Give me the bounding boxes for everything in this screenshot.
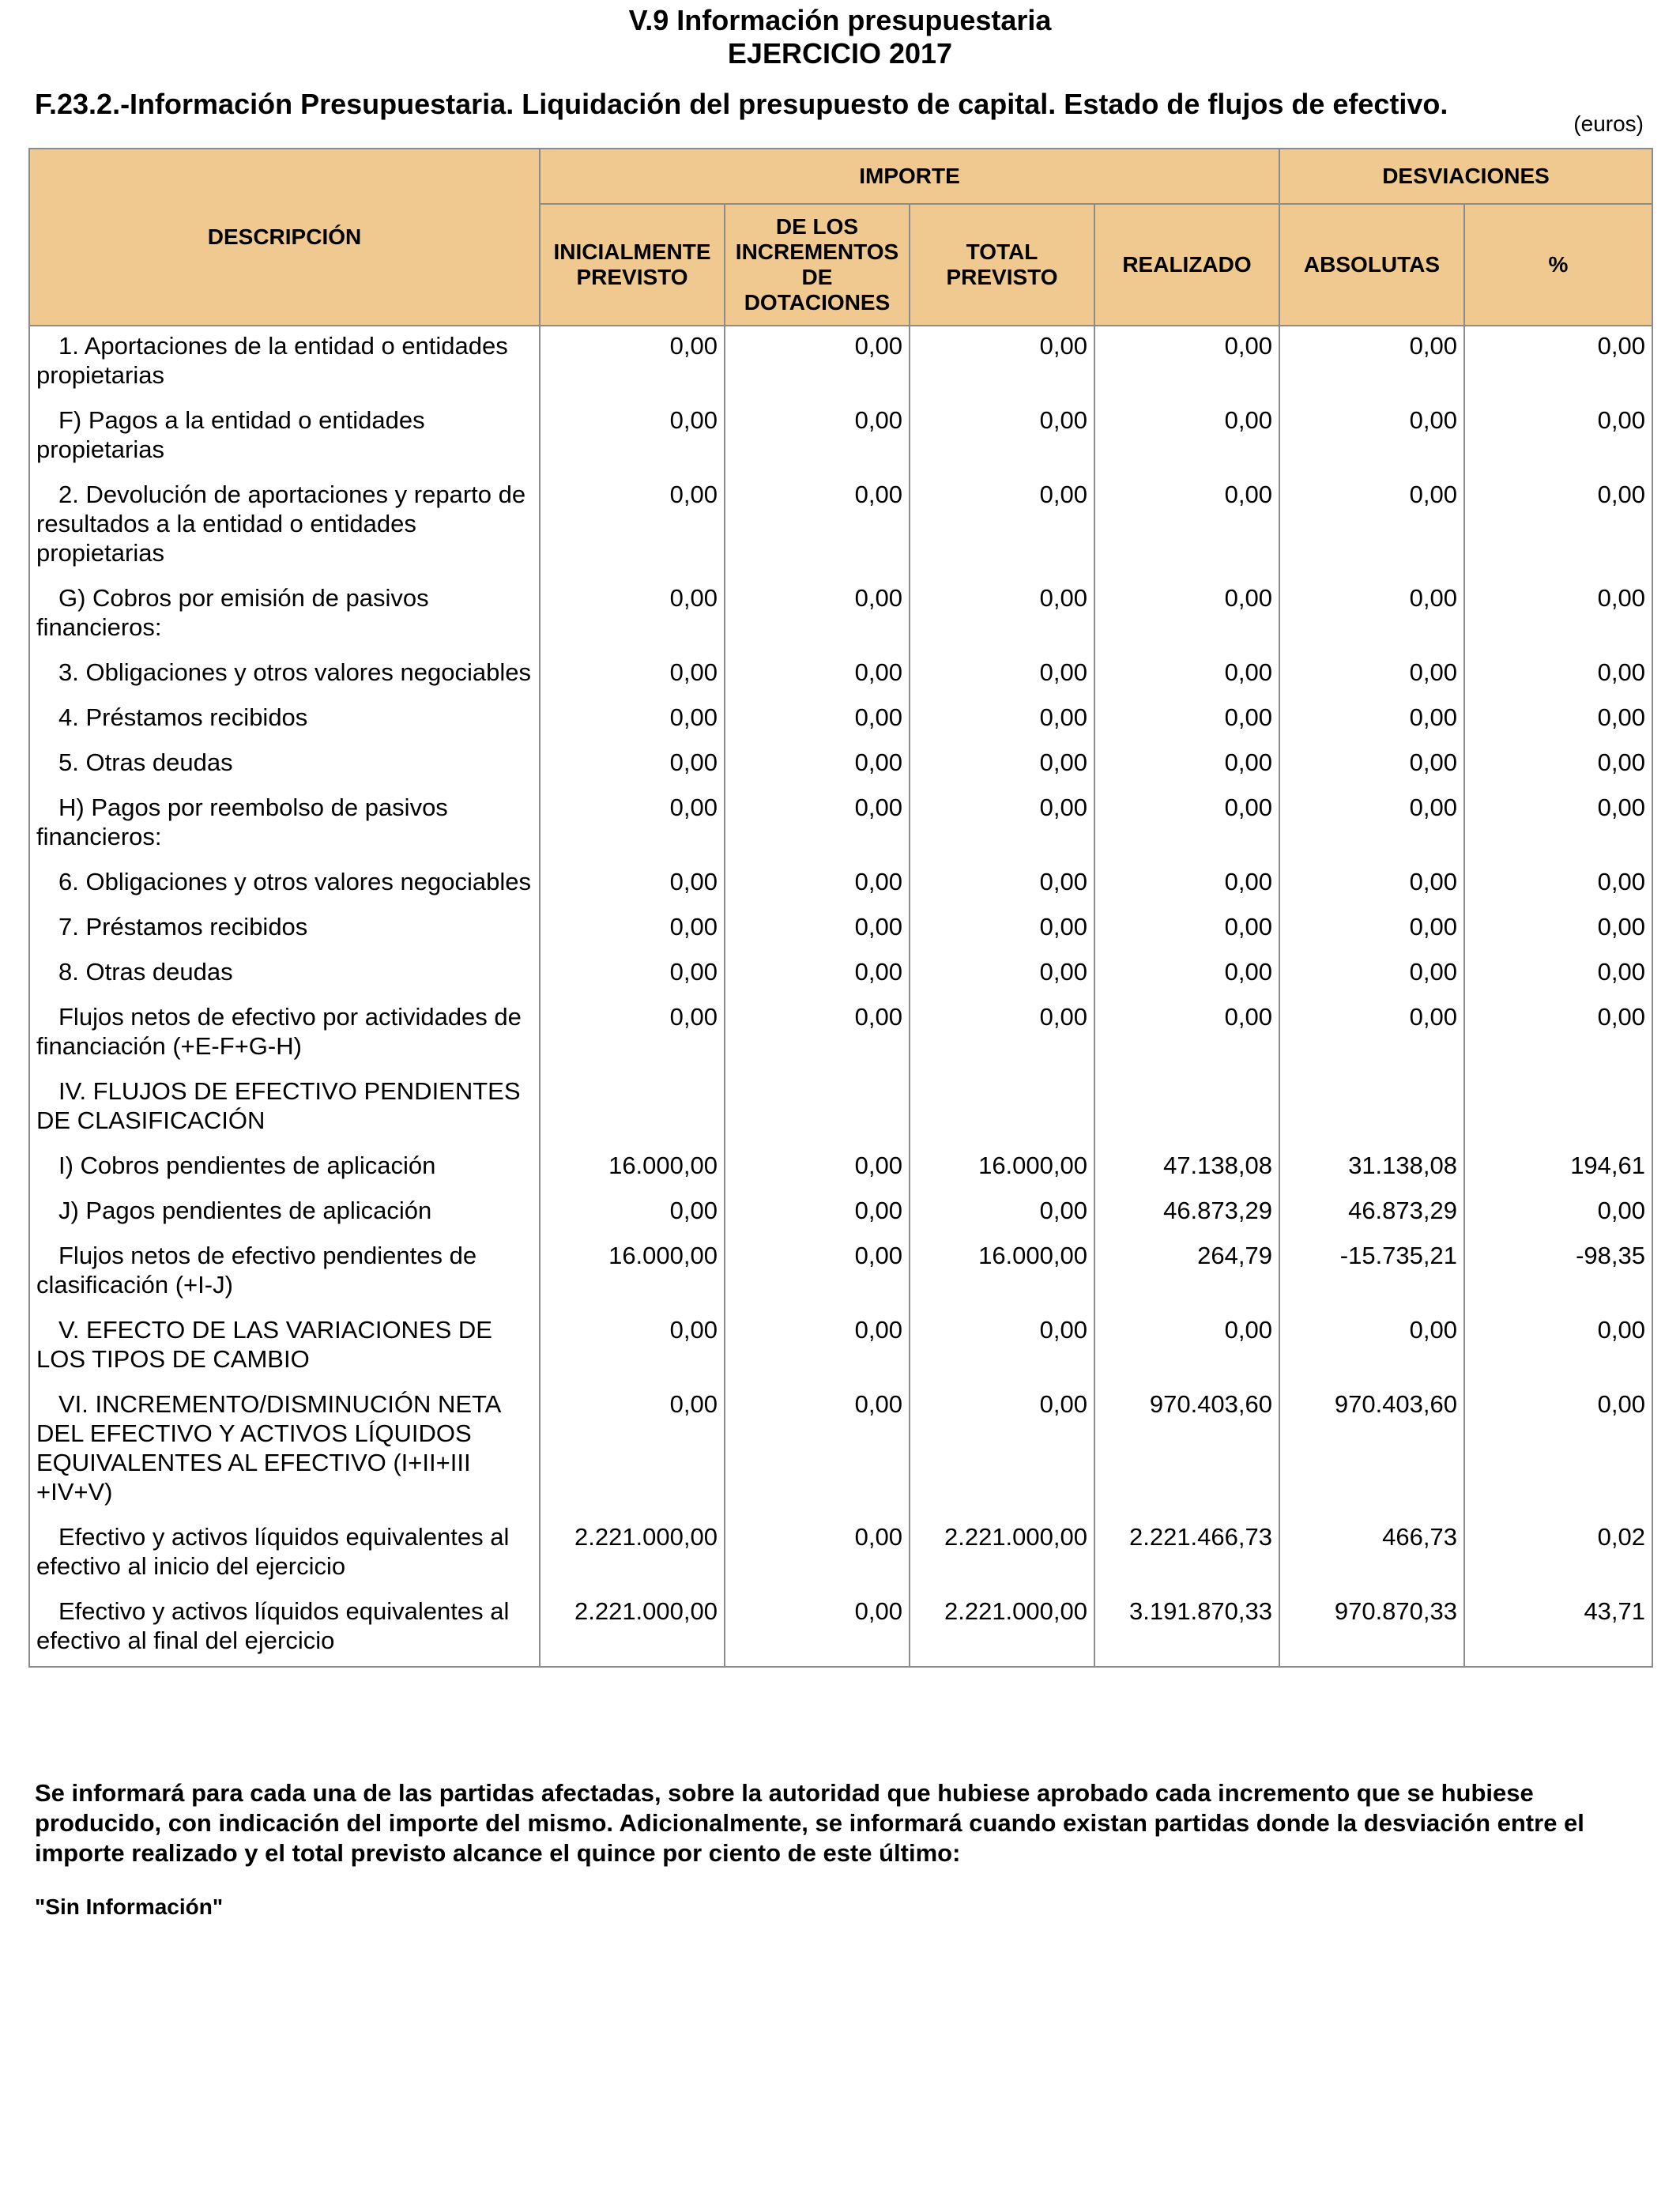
row-value: 0,00	[725, 1385, 910, 1517]
row-value: 47.138,08	[1094, 1146, 1279, 1191]
row-value: 0,00	[1279, 997, 1464, 1072]
table-row	[29, 1236, 1652, 1310]
row-value: 0,00	[540, 326, 725, 401]
row-value: 0,00	[910, 862, 1094, 907]
header-description: DESCRIPCIÓN	[29, 149, 540, 326]
row-value: 0,00	[725, 579, 910, 653]
row-description: V. EFECTO DE LAS VARIACIONES DE LOS TIPOS DE CAMBIO	[29, 1310, 540, 1385]
row-value: 2.221.000,00	[540, 1517, 725, 1592]
row-value: 0,00	[1094, 579, 1279, 653]
row-value: 0,00	[540, 653, 725, 698]
table-row	[29, 698, 1652, 743]
row-description: H) Pagos por reembolso de pasivos financieros:	[29, 788, 540, 862]
row-value: 0,00	[540, 862, 725, 907]
row-value: 0,00	[1464, 1310, 1652, 1385]
row-value: 0,00	[540, 1191, 725, 1236]
row-value: 0,00	[725, 1146, 910, 1191]
row-description: Efectivo y activos líquidos equivalentes al efectivo al inicio del ejercicio	[29, 1517, 540, 1592]
row-value: 0,00	[1094, 475, 1279, 579]
row-value: 0,00	[910, 1310, 1094, 1385]
section-title: V.9 Información presupuestaria	[628, 4, 1052, 36]
row-value: 0,00	[540, 907, 725, 952]
row-value: 0,00	[1094, 653, 1279, 698]
row-value: 0,00	[1279, 1310, 1464, 1385]
row-value: 0,00	[1279, 401, 1464, 475]
report-subtitle: F.23.2.-Información Presupuestaria. Liquidación del presupuesto de capital. Estado de flujos de efectivo.	[35, 88, 1448, 120]
row-value: 2.221.000,00	[910, 1592, 1094, 1667]
table-row	[29, 326, 1652, 401]
header-total-previsto: TOTAL PREVISTO	[910, 204, 1094, 326]
row-value: 16.000,00	[540, 1236, 725, 1310]
table-row	[29, 1072, 1652, 1146]
row-value: -15.735,21	[1279, 1236, 1464, 1310]
row-value: 0,00	[540, 997, 725, 1072]
row-value: 0,00	[1279, 653, 1464, 698]
row-value: 0,00	[1094, 743, 1279, 788]
row-description: Flujos netos de efectivo por actividades de financiación (+E-F+G-H)	[29, 997, 540, 1072]
row-value: 0,00	[725, 326, 910, 401]
row-value	[1094, 1072, 1279, 1146]
row-value: 0,00	[910, 653, 1094, 698]
row-value: 0,00	[910, 1385, 1094, 1517]
row-value: 0,00	[1464, 862, 1652, 907]
table-row	[29, 1146, 1652, 1191]
row-value: 0,00	[910, 475, 1094, 579]
row-value: 46.873,29	[1094, 1191, 1279, 1236]
row-value: 0,00	[725, 862, 910, 907]
row-value: 3.191.870,33	[1094, 1592, 1279, 1667]
row-value: 0,00	[1464, 1191, 1652, 1236]
row-value: 0,00	[540, 475, 725, 579]
table-row	[29, 1517, 1652, 1592]
header-group-desviaciones: DESVIACIONES	[1279, 149, 1652, 204]
row-description: Flujos netos de efectivo pendientes de clasificación (+I-J)	[29, 1236, 540, 1310]
row-value: 0,00	[1464, 653, 1652, 698]
table-row	[29, 952, 1652, 997]
row-value: 0,00	[1464, 475, 1652, 579]
row-description: 8. Otras deudas	[29, 952, 540, 997]
row-value: 0,00	[910, 788, 1094, 862]
row-value	[1279, 1072, 1464, 1146]
header-realizado: REALIZADO	[1094, 204, 1279, 326]
row-value: 0,00	[725, 698, 910, 743]
table-row	[29, 653, 1652, 698]
table-row	[29, 907, 1652, 952]
row-value: 0,00	[1279, 579, 1464, 653]
row-description: VI. INCREMENTO/DISMINUCIÓN NETA DEL EFECTIVO Y ACTIVOS LÍQUIDOS EQUIVALENTES AL EFECTIVO (I+II+III +IV+V)	[29, 1385, 540, 1517]
row-description: I) Cobros pendientes de aplicación	[29, 1146, 540, 1191]
row-value: 0,00	[1094, 862, 1279, 907]
row-value: 970.870,33	[1279, 1592, 1464, 1667]
row-value: 0,00	[725, 475, 910, 579]
table-row	[29, 401, 1652, 475]
header-incrementos-dotaciones: DE LOS INCREMENTOS DE DOTACIONES	[725, 204, 910, 326]
row-description: IV. FLUJOS DE EFECTIVO PENDIENTES DE CLASIFICACIÓN	[29, 1072, 540, 1146]
row-value: 0,00	[725, 997, 910, 1072]
table-body	[29, 326, 1652, 1667]
row-value: 0,00	[910, 401, 1094, 475]
table-row	[29, 862, 1652, 907]
row-value: 0,00	[1464, 401, 1652, 475]
row-value: 0,00	[540, 579, 725, 653]
row-value	[725, 1072, 910, 1146]
row-value: 0,00	[1279, 743, 1464, 788]
footer-note: Se informará para cada una de las partidas afectadas, sobre la autoridad que hubiese aprobado cada incremento que se hubiese producido, con indicación del importe del mismo. Adicionalmente, se informará cuando existan partidas donde la desviación entre el importe realizado y el total previsto alcance el quince por ciento de este último:	[35, 1779, 1584, 1867]
row-value: -98,35	[1464, 1236, 1652, 1310]
row-value: 31.138,08	[1279, 1146, 1464, 1191]
row-value: 970.403,60	[1094, 1385, 1279, 1517]
no-information-label: "Sin Información"	[35, 1894, 224, 1919]
row-value	[910, 1072, 1094, 1146]
row-value: 2.221.000,00	[910, 1517, 1094, 1592]
row-value: 0,00	[1279, 475, 1464, 579]
row-description: J) Pagos pendientes de aplicación	[29, 1191, 540, 1236]
row-value: 0,00	[725, 1191, 910, 1236]
row-description: G) Cobros por emisión de pasivos financieros:	[29, 579, 540, 653]
row-value: 0,00	[910, 579, 1094, 653]
row-value: 0,00	[1094, 952, 1279, 997]
header-percent: %	[1464, 204, 1652, 326]
row-value: 0,00	[910, 997, 1094, 1072]
row-value: 0,00	[1464, 952, 1652, 997]
row-value: 466,73	[1279, 1517, 1464, 1592]
row-description: F) Pagos a la entidad o entidades propietarias	[29, 401, 540, 475]
row-value: 0,00	[910, 907, 1094, 952]
row-value: 16.000,00	[540, 1146, 725, 1191]
row-value: 0,00	[1094, 1310, 1279, 1385]
row-value: 264,79	[1094, 1236, 1279, 1310]
row-value: 0,00	[540, 743, 725, 788]
row-description: 7. Préstamos recibidos	[29, 907, 540, 952]
row-value: 0,00	[540, 1310, 725, 1385]
row-value: 0,00	[725, 743, 910, 788]
row-value: 194,61	[1464, 1146, 1652, 1191]
row-value: 46.873,29	[1279, 1191, 1464, 1236]
row-value: 0,00	[1464, 1385, 1652, 1517]
row-value: 0,00	[540, 1385, 725, 1517]
row-value: 16.000,00	[910, 1146, 1094, 1191]
row-value	[1464, 1072, 1652, 1146]
row-value: 0,00	[540, 788, 725, 862]
table-row	[29, 1385, 1652, 1517]
row-value: 0,00	[1464, 326, 1652, 401]
row-value: 0,00	[1464, 997, 1652, 1072]
year-title: EJERCICIO 2017	[727, 37, 953, 70]
row-value: 0,00	[1464, 907, 1652, 952]
row-value: 2.221.466,73	[1094, 1517, 1279, 1592]
row-description: 4. Préstamos recibidos	[29, 698, 540, 743]
row-description: 1. Aportaciones de la entidad o entidades propietarias	[29, 326, 540, 401]
row-value: 0,00	[1094, 997, 1279, 1072]
row-value: 43,71	[1464, 1592, 1652, 1667]
row-value: 0,00	[725, 952, 910, 997]
row-value: 970.403,60	[1279, 1385, 1464, 1517]
table-row	[29, 1310, 1652, 1385]
row-value: 0,00	[1094, 698, 1279, 743]
row-value: 0,00	[540, 698, 725, 743]
table-row	[29, 579, 1652, 653]
row-value: 0,02	[1464, 1517, 1652, 1592]
row-value: 0,00	[1464, 579, 1652, 653]
row-value: 0,00	[1094, 401, 1279, 475]
header-absolutas: ABSOLUTAS	[1279, 204, 1464, 326]
row-value: 0,00	[1279, 788, 1464, 862]
header-inicialmente-previsto: INICIALMENTE PREVISTO	[540, 204, 725, 326]
row-value: 0,00	[1279, 952, 1464, 997]
row-value: 0,00	[910, 698, 1094, 743]
row-value: 0,00	[910, 743, 1094, 788]
row-value: 0,00	[1094, 907, 1279, 952]
row-value	[540, 1072, 725, 1146]
table-row	[29, 997, 1652, 1072]
table-row	[29, 475, 1652, 579]
row-value: 0,00	[725, 1236, 910, 1310]
row-value: 16.000,00	[910, 1236, 1094, 1310]
table-row	[29, 743, 1652, 788]
row-value: 2.221.000,00	[540, 1592, 725, 1667]
row-value: 0,00	[540, 401, 725, 475]
row-value: 0,00	[1279, 862, 1464, 907]
row-value: 0,00	[1464, 788, 1652, 862]
row-value: 0,00	[1094, 788, 1279, 862]
row-value: 0,00	[1464, 743, 1652, 788]
row-value: 0,00	[540, 952, 725, 997]
row-description: Efectivo y activos líquidos equivalentes al efectivo al final del ejercicio	[29, 1592, 540, 1667]
cash-flow-table	[28, 148, 1653, 1668]
row-value: 0,00	[1279, 907, 1464, 952]
row-value: 0,00	[1094, 326, 1279, 401]
row-value: 0,00	[725, 401, 910, 475]
row-value: 0,00	[725, 653, 910, 698]
row-value: 0,00	[1279, 698, 1464, 743]
row-value: 0,00	[725, 1592, 910, 1667]
row-description: 6. Obligaciones y otros valores negociables	[29, 862, 540, 907]
units-label: (euros)	[1573, 111, 1644, 136]
table-row	[29, 1191, 1652, 1236]
header-group-importe: IMPORTE	[540, 149, 1279, 204]
row-value: 0,00	[725, 1310, 910, 1385]
table-row	[29, 788, 1652, 862]
row-value: 0,00	[910, 326, 1094, 401]
row-description: 2. Devolución de aportaciones y reparto de resultados a la entidad o entidades propietarias	[29, 475, 540, 579]
row-value: 0,00	[1279, 326, 1464, 401]
row-value: 0,00	[910, 952, 1094, 997]
table-row	[29, 1592, 1652, 1667]
row-value: 0,00	[1464, 698, 1652, 743]
row-description: 3. Obligaciones y otros valores negociables	[29, 653, 540, 698]
row-value: 0,00	[725, 907, 910, 952]
row-description: 5. Otras deudas	[29, 743, 540, 788]
row-value: 0,00	[725, 1517, 910, 1592]
row-value: 0,00	[910, 1191, 1094, 1236]
row-value: 0,00	[725, 788, 910, 862]
